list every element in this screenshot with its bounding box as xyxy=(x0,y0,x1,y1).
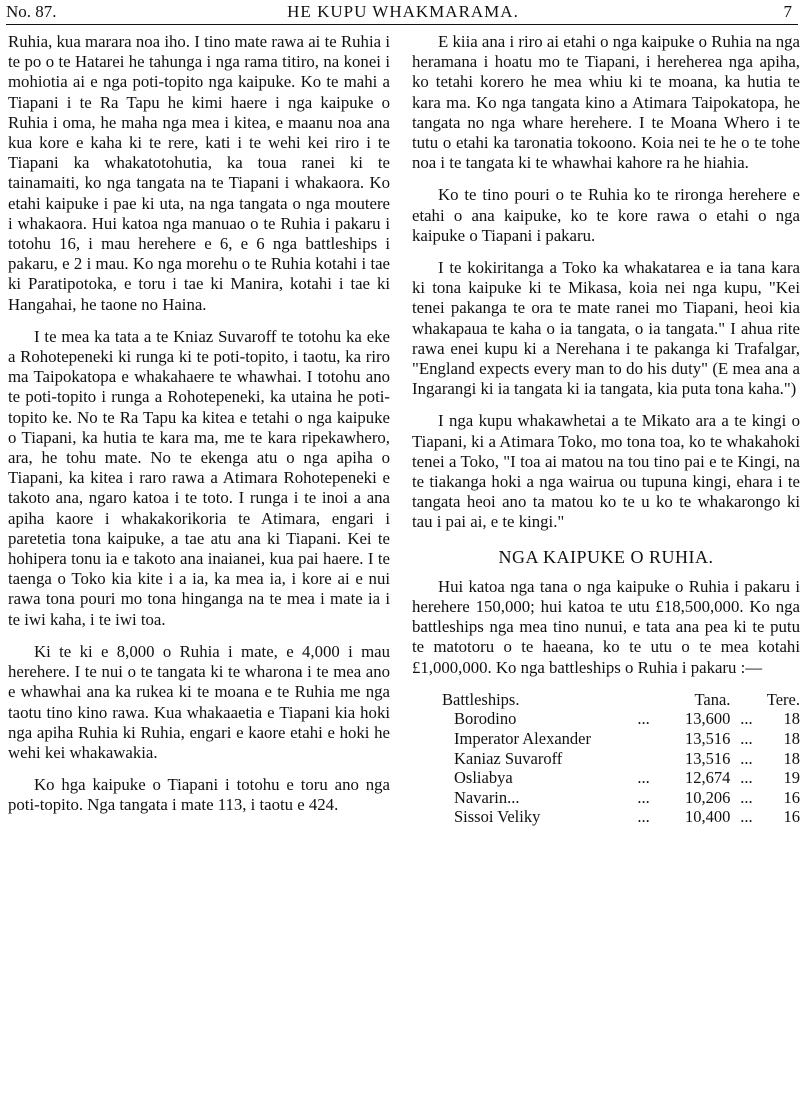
ship-tonnage: 13,516 xyxy=(685,748,731,768)
table-row xyxy=(442,749,800,769)
ship-tonnage: 10,400 xyxy=(685,807,731,827)
ship-name: Sissoi Veliky xyxy=(454,807,541,827)
left-column xyxy=(8,32,390,828)
paragraph: Ki te ki e 8,000 o Ruhia i mate, e 4,000 i mau herehere. I te nui o te tangata ki te wharona i te mea ano e whawhai ana ka rukea ki te moana e te Ruhia me nga taotu tino kino rawa. Kua whakaaetia e Tiapani kia hoki nga apiha Ruhia ki Ruhia, engari e kaore etahi e hoki he wehi kei whakawakia. xyxy=(8,641,390,762)
ship-speed: 16 xyxy=(783,807,800,827)
battleships-table xyxy=(442,690,800,827)
ship-speed: 18 xyxy=(783,748,800,768)
ship-name: Imperator Alexander xyxy=(454,729,591,749)
table-header-row xyxy=(442,690,800,710)
paragraph: I te kokiritanga a Toko ka whakatarea e ia tana kara ki tona kaipuke ki te Mikasa, koia nei nga kupu, "Kei tenei pakanga te ora te mate ranei mo Tiapani, heoi kia whakapaua te kaha o ia tangata, o ia tangata." I ahua rite rawa enei kupu ki a Nerehana i te pakanga ki Trafalgar, "England expects every man to do his duty" (E mea ana a Ingarangi ki ia tangata ki ia tangata, kia puta tona kaha.") xyxy=(412,258,800,399)
leader-dots: ... xyxy=(637,787,650,807)
ship-speed: 19 xyxy=(783,768,800,788)
issue-number: No. 87. xyxy=(6,2,57,21)
leader-dots: ... xyxy=(637,709,650,729)
ship-speed: 16 xyxy=(783,787,800,807)
ship-speed: 18 xyxy=(783,729,800,749)
paragraph: E kiia ana i riro ai etahi o nga kaipuke o Ruhia na nga heramana i hoatu mo te Tiapani, i hereherea nga apiha, ko tetahi korero he mea whiu ki te moana, ka hutia te kara ma. Ko nga tangata kino a Atimara Taipokatopa, he tangata no nga whare herehere. I te Moana Whero i te tutu o etahi ka taronatia tokoono. Koia nei te he o te tohe noa i te tangata ki te whawhai kahore ra he hiahia. xyxy=(412,32,800,173)
leader-dots: ... xyxy=(740,807,753,827)
table-row xyxy=(442,709,800,729)
header-battleships: Battleships. xyxy=(442,689,520,709)
page-title: HE KUPU WHAKMARAMA. xyxy=(287,2,519,21)
leader-dots: ... xyxy=(740,729,753,749)
ship-tonnage: 13,516 xyxy=(685,729,731,749)
paragraph: Ruhia, kua marara noa iho. I tino mate rawa ai te Ruhia i te po o te Hatarei he tahunga i nga rama titiro, na konei i mohiotia ai e nga poti-topito nga kaipuke. Ko te mahi a Tiapani i te Ra Tapu he kimi haere i nga kaipuke o Ruhia i oma, he maha nga mea i kitea, e maanu noa ana kua kore e kaha ki te rere, kati i te wehi kei riro i te Tiapani ka whakatotohutia, ka toua ranei ki te tainamaiti, ko nga tangata na te Tiapani i whakaora. Ko etahi kaipuke i pae ki uta, na nga tangata o nga moutere i whakaora. Hui katoa nga manuao o te Ruhia i pakaru i totohu 16, i mau herehere e 6, e 6 nga battleships i pakaru, e 2 i mau. Ko nga morehu o te Ruhia kotahi i tae ki Paratipotoka, e toru i tae ki Manira, kotahi i tae ki Hangahai, he taone no Haina. xyxy=(8,32,390,314)
ship-name: Kaniaz Suvaroff xyxy=(454,748,563,768)
section-intro: Hui katoa nga tana o nga kaipuke o Ruhia i pakaru i herehere 150,000; hui katoa te utu £18,500,000. Ko nga battleships nga mea tino nunui, e tata ana pea ki te putu te matotoru o te haeana, ko te utu o te mea kotahi £1,000,000. Ko nga battleships o Ruhia i pakaru :— xyxy=(412,576,800,677)
page-header xyxy=(0,0,806,24)
paragraph: I te mea ka tata a te Kniaz Suvaroff te totohu ka eke a Rohotepeneki ki runga ki te poti-topito, i taotu, ka riro ma Taipokatopa e whakahaere te whawhai. I totohu ano te poti-topito i runga a Rohotepeneki, ka utaina he poti-topito ke. No te Ra Tapu ka kitea e tetahi o nga kaipuke o Tiapani, ka hutia te kara ma, me te kara ripekawhero, ara, he tohu mate. No te ekenga atu o nga apiha o Tiapani, ka kitea i raro rawa a Atimara Rohotepeneki e takoto ana, ngaro katoa i te toto. I runga i te inoi a ana apiha kaore i whakakorikoria te Atimara, engari i paretetia tona kaipuke, a tae atu ana ki Tiapani. Kei te hohipera tonu ia e takoto ana inaianei, kua pai haere. I te taenga o Toko kia kite i a ia, ka mea ia, i kore ai e nui rawa tona pouri mo tona hinganga na te mea i mate ia i te iwi kaha, i te iwi toa. xyxy=(8,326,390,629)
ship-tonnage: 12,674 xyxy=(685,768,731,788)
table-row xyxy=(442,788,800,808)
ship-name: Osliabya xyxy=(454,768,513,788)
table-row xyxy=(442,729,800,749)
paragraph: Ko te tino pouri o te Ruhia ko te rironga herehere e etahi o ana kaipuke, ko te kore rawa o etahi o nga kaipuke o Tiapani i pakaru. xyxy=(412,185,800,245)
ship-name: Navarin... xyxy=(454,787,520,807)
page-number: 7 xyxy=(783,2,792,21)
leader-dots: ... xyxy=(740,748,753,768)
ship-tonnage: 10,206 xyxy=(685,787,731,807)
leader-dots: ... xyxy=(637,768,650,788)
ship-speed: 18 xyxy=(783,709,800,729)
table-row xyxy=(442,807,800,827)
header-tana: Tana. xyxy=(694,689,731,709)
right-column xyxy=(412,32,800,827)
paragraph: I nga kupu whakawhetai a te Mikato ara a te kingi o Tiapani, ki a Atimara Toko, mo tona toa, ko te whakahoki tenei a Toko, "I toa ai matou na tou tino pai e te Kingi, na te tiakanga hoki a nga wairua ou tupuna kingi, ehara i te tangata heoi ano ta matou ko te u ko te whakarongo ki tau i pai ai, e te kingi." xyxy=(412,411,800,532)
leader-dots: ... xyxy=(740,787,753,807)
header-rule xyxy=(6,24,798,25)
header-tere: Tere. xyxy=(766,689,800,709)
leader-dots: ... xyxy=(740,768,753,788)
ship-tonnage: 13,600 xyxy=(685,709,731,729)
table-row xyxy=(442,768,800,788)
section-heading: NGA KAIPUKE O RUHIA. xyxy=(498,546,714,567)
paragraph: Ko hga kaipuke o Tiapani i totohu e toru ano nga poti-topito. Nga tangata i mate 113, i taotu e 424. xyxy=(8,775,390,815)
leader-dots: ... xyxy=(740,709,753,729)
leader-dots: ... xyxy=(637,807,650,827)
ship-name: Borodino xyxy=(454,709,517,729)
